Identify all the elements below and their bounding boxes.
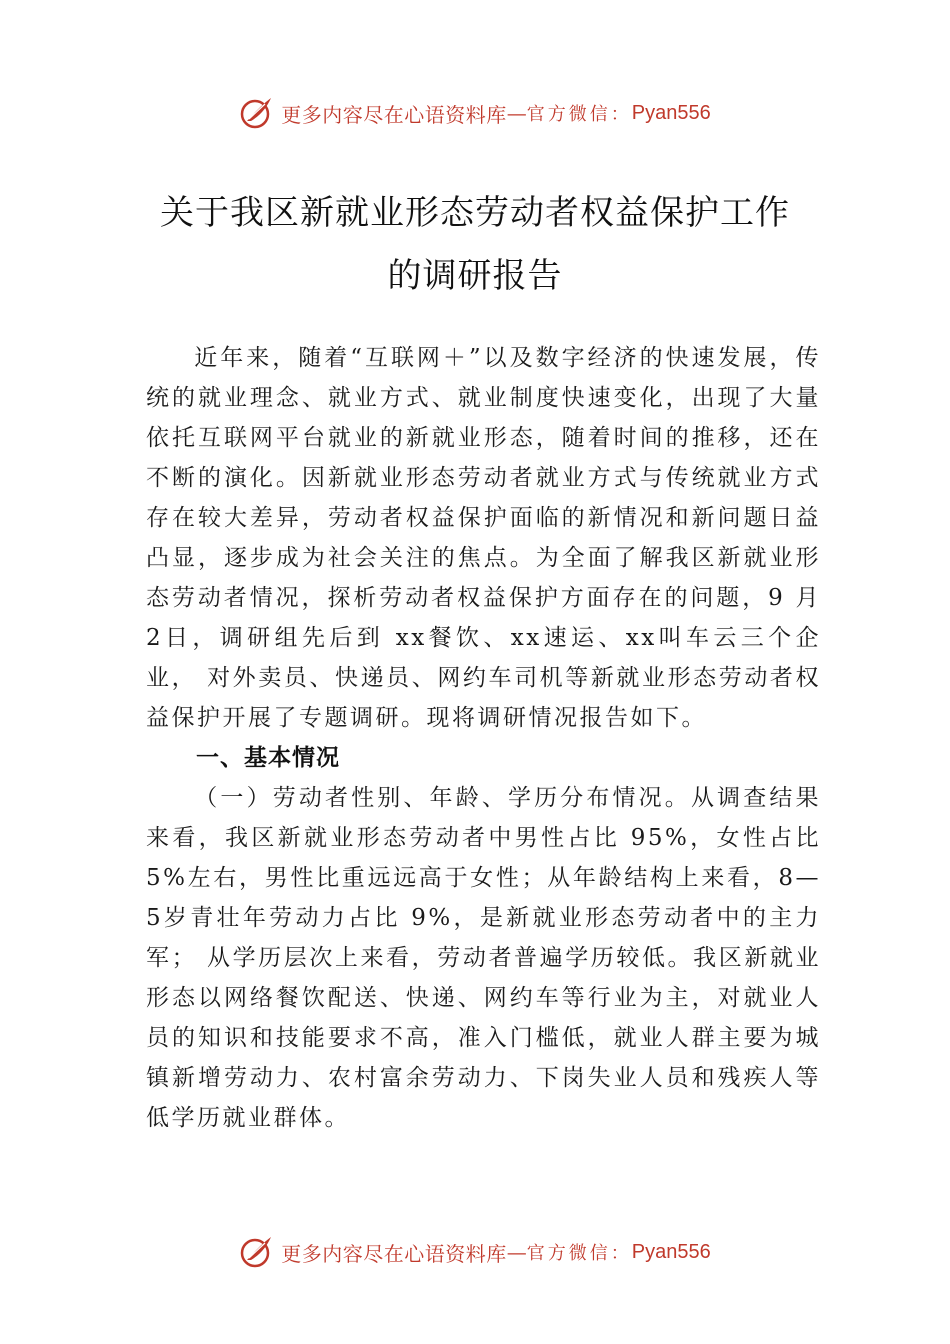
banner-wechat-id: Pyan556 [631,1240,711,1263]
quill-logo-icon [239,1234,275,1270]
quill-logo-icon [239,95,275,131]
banner-separator: — [506,1240,527,1264]
banner-wechat-label: 官方微信： [526,104,632,125]
section-heading-basic-situation: 一、基本情况 [196,745,340,771]
header-banner [0,93,950,133]
banner-slogan: 更多内容尽在心语资料库 [281,102,507,127]
banner-wechat-id: Pyan556 [631,101,711,124]
banner-separator: — [506,101,527,125]
intro-paragraph: 近年来，随着“互联网＋”以及数字经济的快速发展，传统的就业理念、就业方式、就业制度快速变化，出现了大量依托互联网平台就业的新就业形态，随着时间的推移，还在不断的演化。因新就业形态劳动者就业方式与传统就业方式存在较大差异，劳动者权益保护面临的新情况和新问题日益凸显，逐步成为社会关注的焦点。为全面了解我区新就业形态劳动者情况，探析劳动者权益保护方面存在的问题，9 月2日，调研组先后到 xx餐饮、xx速运、xx叫车云三个企业， 对外卖员、快递员、网约车司机等新就业形态劳动者权益保护开展了专题调研。现将调研情况报告如下。 [146,345,821,731]
document-body [146,338,821,1138]
section-1-paragraph-1: （一）劳动者性别、年龄、学历分布情况。从调查结果来看，我区新就业形态劳动者中男性占比 95%，女性占比5%左右，男性比重远远高于女性；从年龄结构上来看，8—5岁青壮年劳动力占比 9%，是新就业形态劳动者中的主力军； 从学历层次上来看，劳动者普遍学历较低。我区新就业形态以网络餐饮配送、快递、网约车等行业为主，对就业人员的知识和技能要求不高，准入门槛低，就业人群主要为城镇新增劳动力、农村富余劳动力、下岗失业人员和残疾人等低学历就业群体。 [146,785,821,1131]
banner-wechat-label: 官方微信： [526,1243,632,1264]
document-title-line-1: 关于我区新就业形态劳动者权益保护工作 [160,193,790,233]
banner-slogan: 更多内容尽在心语资料库 [281,1241,507,1266]
document-title-line-2: 的调研报告 [387,256,563,296]
footer-banner [0,1232,950,1272]
